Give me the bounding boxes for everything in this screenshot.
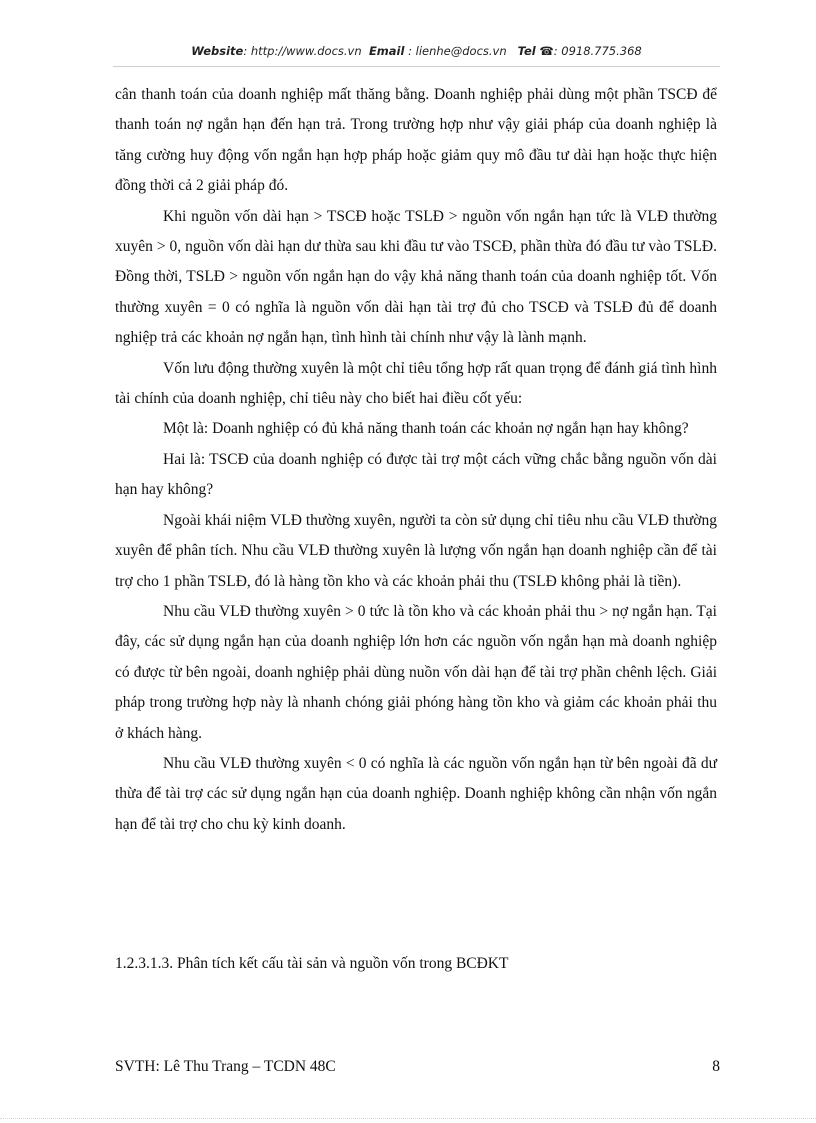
paragraph-4: Một là: Doanh nghiệp có đủ khả năng thanh toán các khoản nợ ngắn hạn hay không?	[163, 420, 689, 438]
paragraph-2: Khi nguồn vốn dài hạn > TSCĐ hoặc TSLĐ > nguồn vốn ngắn hạn tức là VLĐ thường xuyên > 0, nguồn vốn dài hạn dư thừa sau khi đầu tư vào TSCĐ, phần thừa đó đầu tư vào TSLĐ. Đồng thời, TSLĐ > nguồn vốn ngắn hạn do vậy khả năng thanh toán của doanh nghiệp tốt. Vốn thường xuyên = 0 có nghĩa là nguồn vốn dài hạn tài trợ đủ cho TSCĐ và TSLĐ đủ để doanh nghiệp trả các khoản nợ ngắn hạn, tình hình tài chính như vậy là lành mạnh.	[115, 207, 717, 347]
paragraph-1: cân thanh toán của doanh nghiệp mất thăng bằng. Doanh nghiệp phải dùng một phần TSCĐ để thanh toán nợ ngắn hạn đến hạn trả. Trong trường hợp như vậy giải pháp của doanh nghiệp là tăng cường huy động vốn ngắn hạn hợp pháp hoặc giảm quy mô đầu tư dài hạn hoặc thực hiện đồng thời cả 2 giải pháp đó.	[115, 86, 717, 195]
paragraph-6: Ngoài khái niệm VLĐ thường xuyên, người ta còn sử dụng chỉ tiêu nhu cầu VLĐ thường xuyên để phân tích. Nhu cầu VLĐ thường xuyên là lượng vốn ngắn hạn doanh nghiệp cần để tài trợ cho 1 phần TSLĐ, đó là hàng tồn kho và các khoản phải thu (TSLĐ không phải là tiền).	[115, 511, 717, 590]
website-label: Website	[191, 44, 244, 58]
website-value: : http://www.docs.vn	[243, 44, 362, 58]
phone-icon: ☎	[539, 44, 554, 58]
tel-value: : 0918.775.368	[553, 44, 642, 58]
document-body	[115, 80, 717, 840]
email-value: : lienhe@docs.vn	[408, 44, 507, 58]
header-divider	[113, 66, 720, 67]
paragraph-8: Nhu cầu VLĐ thường xuyên < 0 có nghĩa là các nguồn vốn ngắn hạn từ bên ngoài đã dư thừa để tài trợ các sử dụng ngắn hạn của doanh nghiệp. Doanh nghiệp không cần nhận vốn ngắn hạn để tài trợ cho chu kỳ kinh doanh.	[115, 754, 717, 833]
section-heading: 1.2.3.1.3. Phân tích kết cấu tài sản và nguồn vốn trong BCĐKT	[115, 955, 509, 972]
email-label: Email	[368, 44, 405, 58]
footer-author: SVTH: Lê Thu Trang – TCDN 48C	[115, 1058, 336, 1075]
paragraph-5: Hai là: TSCĐ của doanh nghiệp có được tài trợ một cách vững chắc bằng nguồn vốn dài hạn hay không?	[115, 450, 717, 499]
tel-label: Tel	[517, 44, 536, 58]
page-bottom-border	[0, 1118, 816, 1119]
page-number: 8	[712, 1058, 720, 1075]
paragraph-7: Nhu cầu VLĐ thường xuyên > 0 tức là tồn kho và các khoản phải thu > nợ ngắn hạn. Tại đây, các sử dụng ngắn hạn của doanh nghiệp lớn hơn các nguồn vốn ngắn hạn mà doanh nghiệp có được từ bên ngoài, doanh nghiệp phải dùng nuồn vốn dài hạn để tài trợ phần chênh lệch. Giải pháp trong trường hợp này là nhanh chóng giải phóng hàng tồn kho và giảm các khoản phải thu ở khách hàng.	[115, 602, 717, 742]
paragraph-3: Vốn lưu động thường xuyên là một chỉ tiêu tổng hợp rất quan trọng để đánh giá tình hình tài chính của doanh nghiệp, chỉ tiêu này cho biết hai điều cốt yếu:	[115, 359, 717, 408]
page-header	[113, 44, 720, 58]
